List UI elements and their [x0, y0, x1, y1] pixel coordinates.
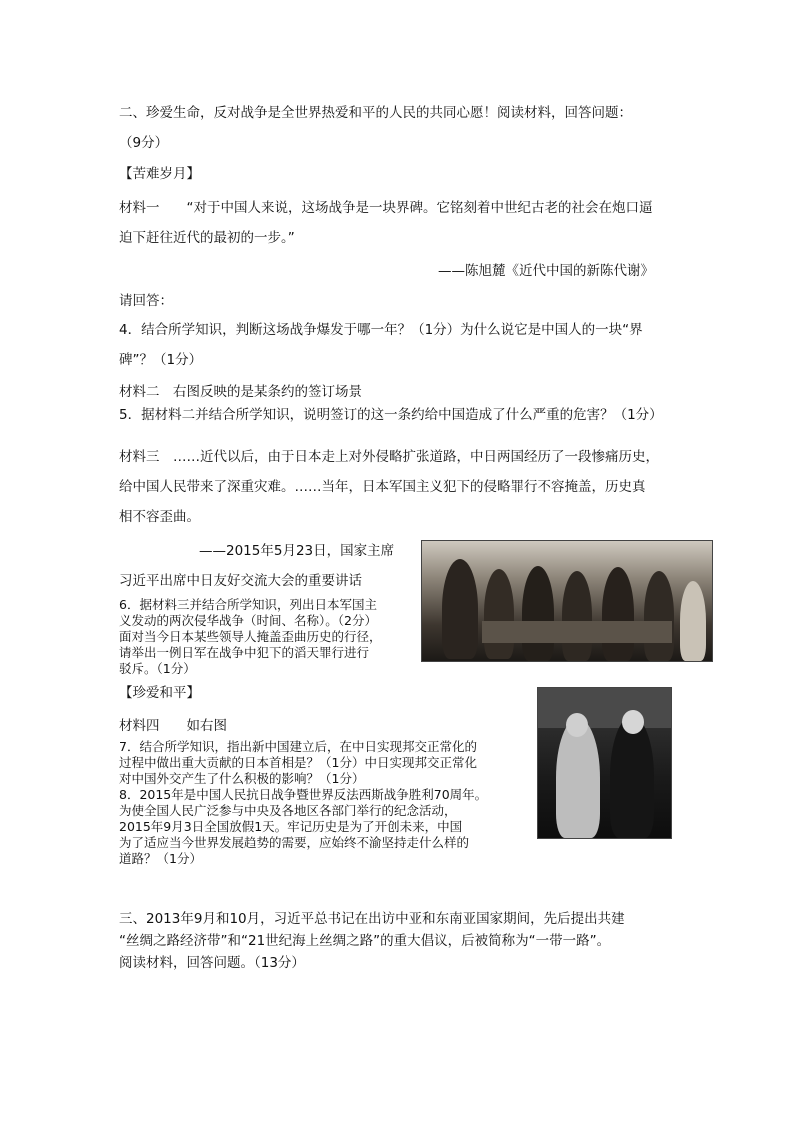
- part2-title: 【珍爱和平】: [119, 685, 200, 701]
- material3-line1: 材料三 ……近代以后，由于日本走上对外侵略扩张道路，中日两国经历了一段惨痛历史，: [119, 449, 659, 465]
- section3-line1: 三、2013年9月和10月，习近平总书记在出访中亚和东南亚国家期间，先后提出共建: [119, 911, 625, 927]
- question8-line2: 为使全国人民广泛参与中央及各地区各部门举行的纪念活动，: [119, 803, 457, 818]
- part1-title: 【苦难岁月】: [119, 166, 200, 182]
- material2: 材料二 右图反映的是某条约的签订场景: [119, 384, 362, 400]
- material1-line2: 迫下赶往近代的最初的一步。”: [119, 230, 295, 246]
- material3-source2: 习近平出席中日友好交流大会的重要讲话: [119, 573, 362, 589]
- section2-score: （9分）: [119, 135, 169, 151]
- question4-line2: 碑”？（1分）: [119, 352, 203, 368]
- question5: 5．据材料二并结合所学知识，说明签订的这一条约给中国造成了什么严重的危害？（1分）: [119, 407, 663, 423]
- material3-source1: ——2015年5月23日，国家主席: [199, 543, 395, 559]
- question6-line3: 面对当今日本某些领导人掩盖歪曲历史的行径，: [119, 629, 382, 644]
- question8-line5: 道路？（1分）: [119, 851, 202, 866]
- handshake-photo: [537, 687, 672, 839]
- question8-line1: 8．2015年是中国人民抗日战争暨世界反法西斯战争胜利70周年。: [119, 787, 488, 802]
- section3-line3: 阅读材料，回答问题。（13分）: [119, 955, 305, 971]
- question4-line1: 4．结合所学知识，判断这场战争爆发于哪一年？（1分）为什么说它是中国人的一块“界: [119, 322, 643, 338]
- ask-label: 请回答：: [119, 293, 173, 309]
- material3-line2: 给中国人民带来了深重灾难。……当年，日本军国主义犯下的侵略罪行不容掩盖，历史真: [119, 479, 646, 495]
- section2-heading: 二、珍爱生命，反对战争是全世界热爱和平的人民的共同心愿！阅读材料，回答问题：: [119, 105, 632, 121]
- question8-line3: 2015年9月3日全国放假1天。牢记历史是为了开创未来，中国: [119, 819, 463, 834]
- question6-line5: 驳斥。（1分）: [119, 661, 196, 676]
- question8-line4: 为了适应当今世界发展趋势的需要，应始终不渝坚持走什么样的: [119, 835, 470, 850]
- section3-line2: “丝绸之路经济带”和“21世纪海上丝绸之路”的重大倡议，后被简称为“一带一路”。: [119, 933, 611, 949]
- question6-line2: 义发动的两次侵华战争（时间、名称）。（2分）: [119, 613, 377, 628]
- question7-line3: 对中国外交产生了什么积极的影响？（1分）: [119, 771, 365, 786]
- question6-line4: 请举出一例日军在战争中犯下的滔天罪行进行: [119, 645, 370, 660]
- material4: 材料四 如右图: [119, 718, 227, 734]
- question6-line1: 6．据材料三并结合所学知识，列出日本军国主: [119, 597, 377, 612]
- treaty-signing-photo: [421, 540, 713, 662]
- material1-line1: 材料一 “对于中国人来说，这场战争是一块界碑。它铭刻着中世纪古老的社会在炮口逼: [119, 200, 653, 216]
- question7-line2: 过程中做出重大贡献的日本首相是？（1分）中日实现邦交正常化: [119, 755, 477, 770]
- question7-line1: 7．结合所学知识，指出新中国建立后，在中日实现邦交正常化的: [119, 739, 477, 754]
- material3-line3: 相不容歪曲。: [119, 509, 200, 525]
- material1-source: ——陈旭麓《近代中国的新陈代谢》: [438, 263, 654, 279]
